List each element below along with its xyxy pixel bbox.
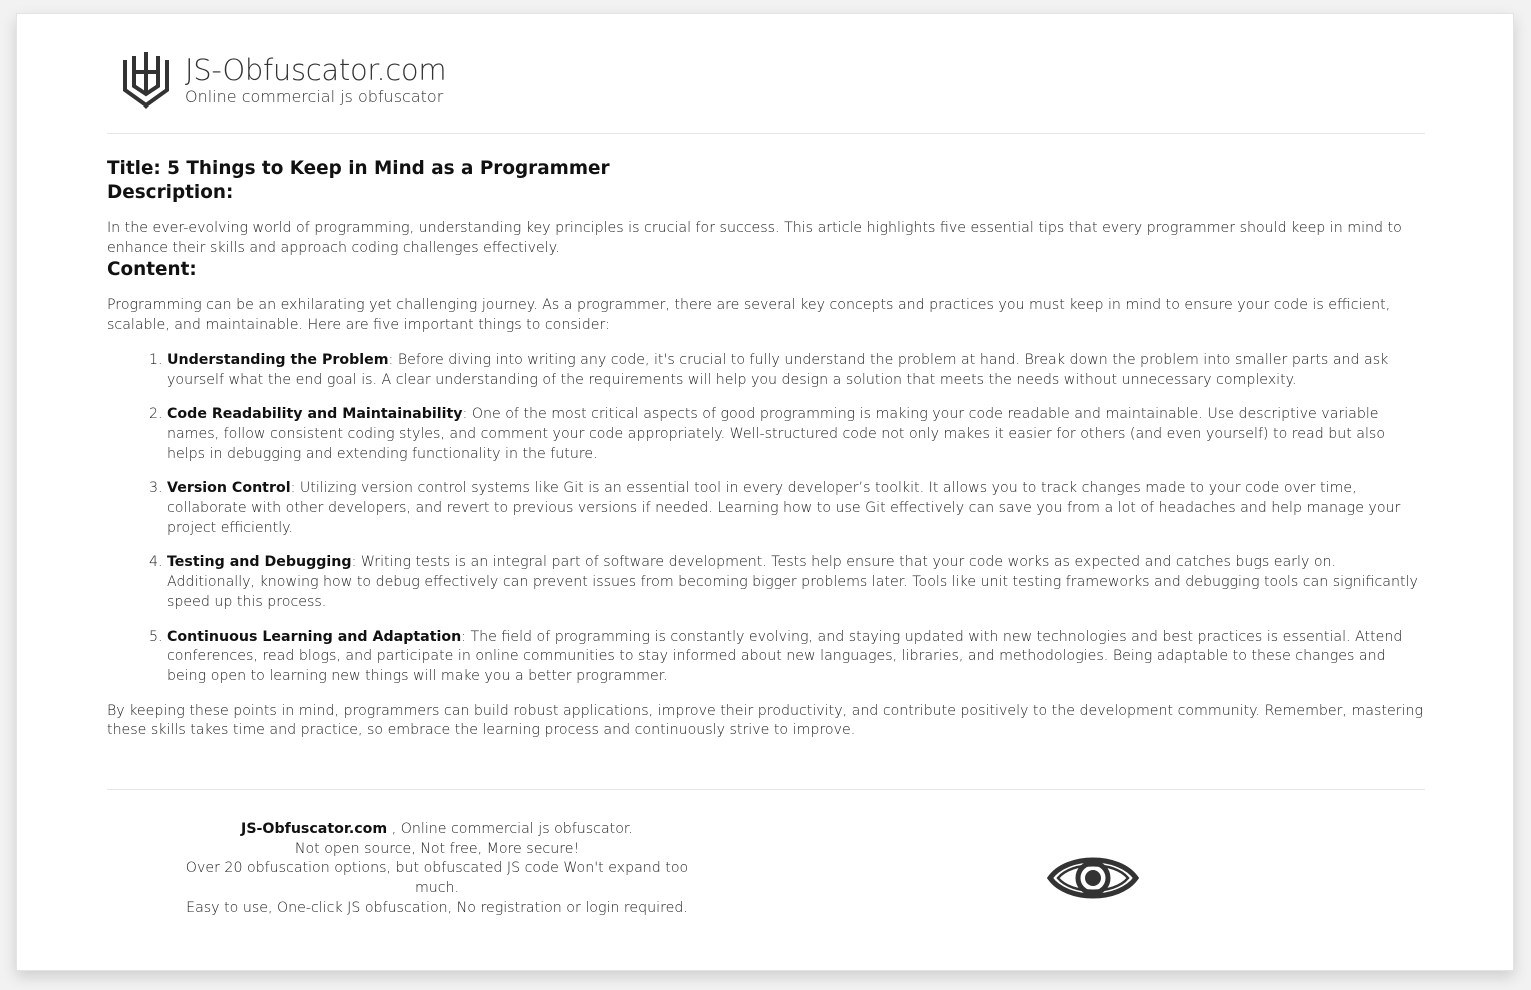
footer-brand-link[interactable]: JS-Obfuscator.com — [241, 821, 388, 837]
footer-line-3: Over 20 obfuscation options, but obfuscated JS code Won't expand too much. — [185, 860, 689, 897]
intro-paragraph: Programming can be an exhilarating yet challenging journey. As a programmer, there are several key concepts and practices you must keep in mind to ensure your code is efficient, scalable, and maintainable. Here are five important things to consider: — [107, 297, 1391, 334]
tip-text: : The field of programming is constantly evolving, and staying updated with new technologies and best practices is essential. Attend conferences, read blogs, and participate in online communities to stay informed about new languages, libraries, and methodologies. Being adaptable to these changes and being open to learning new things will make you a better programmer. — [167, 628, 1403, 684]
footer-divider — [107, 789, 1425, 790]
article — [107, 157, 1425, 741]
brand-title[interactable]: JS-Obfuscator.com — [185, 53, 447, 87]
list-item — [167, 351, 1425, 390]
footer-line-1-rest: , Online commercial js obfuscator. — [387, 821, 633, 837]
content-heading: Content: — [107, 259, 197, 281]
tip-title: Understanding the Problem — [167, 351, 389, 368]
site-header — [121, 50, 446, 110]
list-item — [167, 553, 1425, 612]
footer-line-2: Not open source, Not free, More secure! — [294, 840, 580, 857]
article-title: Title: 5 Things to Keep in Mind as a Programmer — [107, 158, 610, 179]
tip-text: : One of the most critical aspects of good programming is making your code readable and maintainable. Use descriptive variable names, follow consistent coding styles, and comment your code appropriately. Well-structured code not only makes it easier for others (and even yourself) to read but also helps in debugging and extending functionality in the future. — [167, 406, 1385, 462]
shield-castle-icon[interactable] — [121, 50, 171, 110]
list-item — [167, 628, 1425, 687]
header-divider — [107, 133, 1425, 134]
eye-icon[interactable] — [1047, 848, 1139, 908]
footer-line-4: Easy to use, One-click JS obfuscation, No registration or login required. — [186, 899, 688, 916]
list-item — [167, 405, 1425, 464]
description-paragraph: In the ever-evolving world of programming, understanding key principles is crucial for success. This article highlights five essential tips that every programmer should keep in mind to enhance their skills and approach coding challenges effectively. — [107, 220, 1402, 256]
footer-text — [167, 820, 707, 919]
tip-title: Version Control — [167, 480, 291, 497]
list-item — [167, 479, 1425, 538]
tip-title: Testing and Debugging — [167, 554, 352, 571]
outro-paragraph: By keeping these points in mind, programmers can build robust applications, improve their productivity, and contribute positively to the development community. Remember, mastering these skills takes time and practice, so embrace the learning process and continuously strive to improve. — [107, 702, 1423, 739]
page-card — [16, 13, 1514, 971]
brand-tagline: Online commercial js obfuscator — [185, 87, 444, 106]
footer-line-1 — [167, 820, 707, 840]
tip-text: : Writing tests is an integral part of software development. Tests help ensure that your code works as expected and catches bugs early on. Additionally, knowing how to debug effectively can prevent issues from becoming bigger problems later. Tools like unit testing frameworks and debugging tools can significantly speed up this process. — [167, 554, 1418, 610]
tip-title: Code Readability and Maintainability — [167, 406, 463, 423]
brand-block — [185, 50, 446, 107]
tip-title: Continuous Learning and Adaptation — [167, 628, 462, 645]
tips-list — [107, 351, 1425, 687]
description-heading: Description: — [107, 182, 234, 203]
tip-text: : Before diving into writing any code, it's crucial to fully understand the problem at hand. Break down the problem into smaller parts and ask yourself what the end goal is. A clear understanding of the requirements will help you design a solution that meets the needs without unnecessary complexity. — [167, 351, 1389, 388]
tip-text: : Utilizing version control systems like Git is an essential tool in every developer’s toolkit. It allows you to track changes made to your code over time, collaborate with other developers, and revert to previous versions if needed. Learning how to use Git effectively can save you from a lot of headaches and help manage your project efficiently. — [167, 480, 1401, 536]
